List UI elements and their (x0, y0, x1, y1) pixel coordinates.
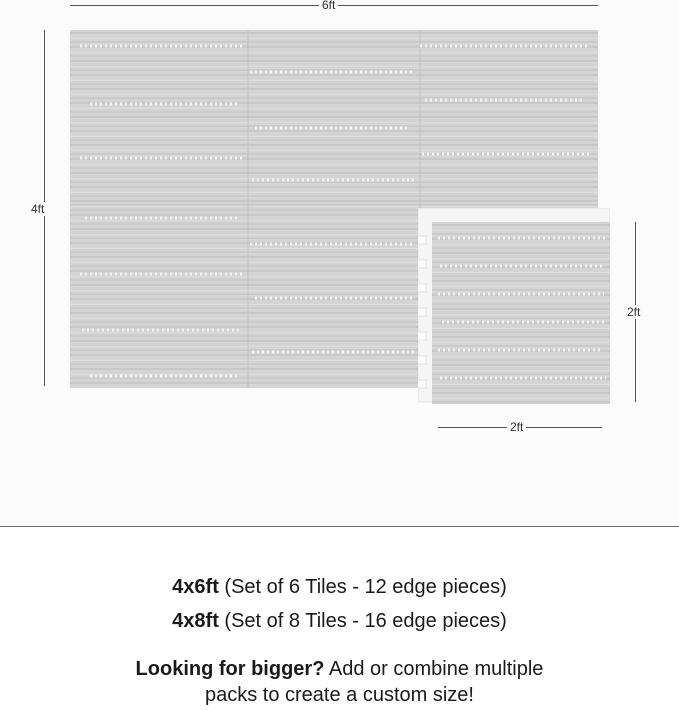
promo-line-2: packs to create a custom size! (204, 684, 474, 706)
tile-height-2ft-label: 2ft (624, 305, 643, 319)
size-4x6-detail: (Set of 6 Tiles - 12 edge pieces) (218, 576, 507, 598)
single-tile-image (418, 208, 610, 404)
tile-width-2ft-label: 2ft (507, 420, 526, 434)
height-4ft-label: 4ft (28, 202, 47, 216)
promo-rest-text: Add or combine multiple (324, 658, 544, 680)
size-4x8-detail: (Set of 8 Tiles - 16 edge pieces) (218, 610, 507, 632)
size-option-4x6 (0, 574, 679, 600)
size-option-4x8 (0, 608, 679, 634)
section-divider (0, 526, 679, 527)
promo-bold-text: Looking for bigger? (135, 658, 325, 680)
size-4x6-label: 4x6ft (172, 576, 219, 598)
width-6ft-label: 6ft (319, 0, 338, 12)
promo-line-1 (0, 656, 679, 682)
size-4x8-label: 4x8ft (172, 610, 219, 632)
